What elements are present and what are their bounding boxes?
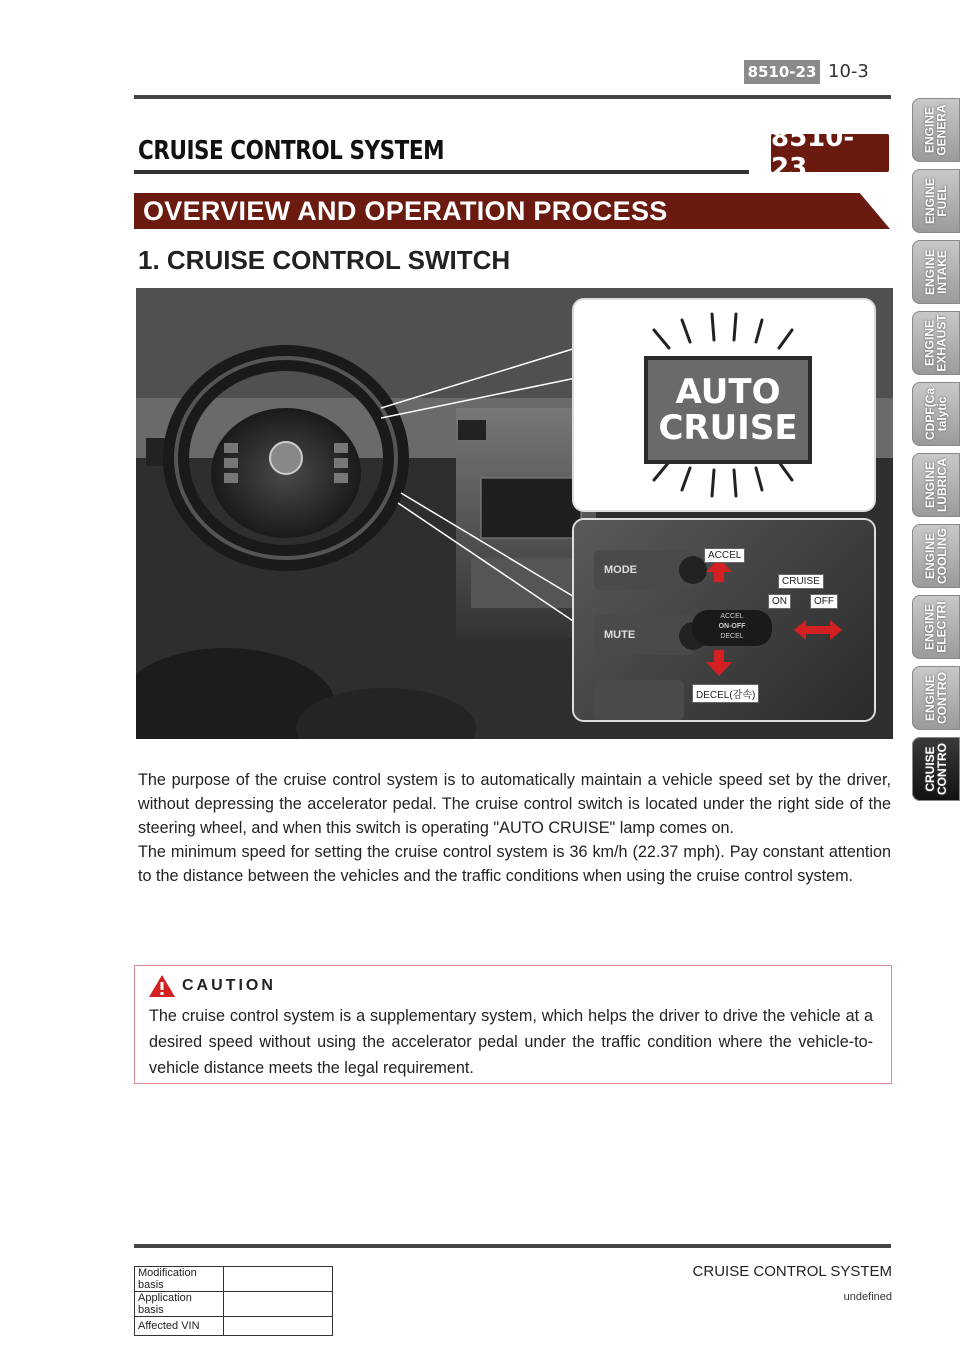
tab-label: ENGINE COOLING (923, 528, 949, 584)
tab-label: ENGINE EXHAUST (923, 314, 949, 372)
tab-label: ENGINE CONTRO (923, 672, 949, 724)
on-label: ON (768, 594, 791, 609)
caution-text: The cruise control system is a supplementary system, which helps the driver to drive the vehicle at a desired speed without using the accelerator pedal under the traffic condition where the vehicle-to-vehicle distance meets the legal requirement. (149, 1007, 873, 1077)
tab-cruise-control[interactable] (912, 737, 960, 801)
title-underline (134, 170, 749, 174)
affected-vin-label: Affected VIN (135, 1317, 224, 1336)
lamp-text-auto: AUTO (675, 372, 781, 412)
tab-engine-control[interactable] (912, 666, 960, 730)
stalk-onoff-label: ON-OFF (718, 623, 746, 630)
table-row (135, 1292, 333, 1317)
tab-engine-lubrication[interactable] (912, 453, 960, 517)
stalk-decel-label: DECEL (720, 633, 744, 640)
caution-title: CAUTION (182, 977, 276, 994)
tab-engine-intake[interactable] (912, 240, 960, 304)
system-title: CRUISE CONTROL SYSTEM (138, 136, 445, 166)
decel-arrow-icon (706, 650, 732, 676)
tab-engine-fuel[interactable] (912, 169, 960, 233)
tab-label: ENGINE LUBRICA (923, 458, 949, 512)
body-paragraph-1: The purpose of the cruise control system is to automatically maintain a vehicle speed set by the driver, without depressing the accelerator pedal. The cruise control switch is located under the right side of the steering wheel, and when this switch is operating "AUTO CRUISE" lamp comes on. (138, 771, 891, 837)
header-divider (134, 95, 891, 99)
tab-engine-exhaust[interactable] (912, 311, 960, 375)
footer-subtitle: undefined (843, 1291, 892, 1303)
footer-title: CRUISE CONTROL SYSTEM (692, 1263, 892, 1280)
table-row (135, 1267, 333, 1292)
modification-table (134, 1266, 333, 1336)
mute-button-label: MUTE (604, 629, 636, 641)
tab-label: ENGINE GENERA (923, 104, 949, 156)
dashboard-photo (136, 288, 893, 739)
affected-vin-value (224, 1317, 333, 1336)
body-text (138, 768, 891, 888)
off-label: OFF (810, 594, 838, 609)
tab-label: ENGINE INTAKE (922, 248, 949, 296)
accel-label: ACCEL (704, 548, 745, 563)
tab-cdpf[interactable] (912, 382, 960, 446)
application-basis-label: Application basis (135, 1292, 224, 1317)
tab-label: ENGINE ELECTRI (923, 601, 949, 653)
tab-engine-cooling[interactable] (912, 524, 960, 588)
page-number: 10-3 (828, 61, 869, 82)
decel-label: DECEL(감속) (692, 684, 759, 703)
auto-cruise-inset (572, 298, 876, 512)
tab-label: ENGINE FUEL (922, 177, 949, 225)
lamp-text-cruise: CRUISE (658, 408, 798, 448)
application-basis-value (224, 1292, 333, 1317)
tab-label: CDPF(Ca talytic (923, 387, 950, 441)
cruise-label: CRUISE (778, 574, 824, 589)
tab-engine-general[interactable] (912, 98, 960, 162)
body-paragraph-2: The minimum speed for setting the cruise control system is 36 km/h (22.37 mph). Pay constant attention to the distance between the vehicles and the traffic conditions when using the cruise control system. (138, 843, 891, 885)
mode-button-label: MODE (604, 564, 637, 576)
switch-closeup-inset (572, 518, 876, 722)
banner-title: OVERVIEW AND OPERATION PROCESS (143, 196, 668, 226)
tab-engine-electrical[interactable] (912, 595, 960, 659)
modification-basis-value (224, 1267, 333, 1292)
warning-triangle-icon (148, 974, 176, 998)
section-heading: 1. CRUISE CONTROL SWITCH (138, 245, 511, 275)
system-code-badge: 8510-23 (771, 134, 889, 172)
footer-divider (134, 1244, 891, 1248)
modification-basis-label: Modification basis (135, 1267, 224, 1292)
table-row (135, 1317, 333, 1336)
tab-label: CRUISE CONTRO (923, 743, 949, 795)
on-off-arrow-icon (794, 620, 842, 640)
auto-cruise-lamp (644, 356, 812, 464)
header-section-code: 8510-23 (744, 60, 820, 84)
stalk-accel-label: ACCEL (720, 613, 744, 620)
